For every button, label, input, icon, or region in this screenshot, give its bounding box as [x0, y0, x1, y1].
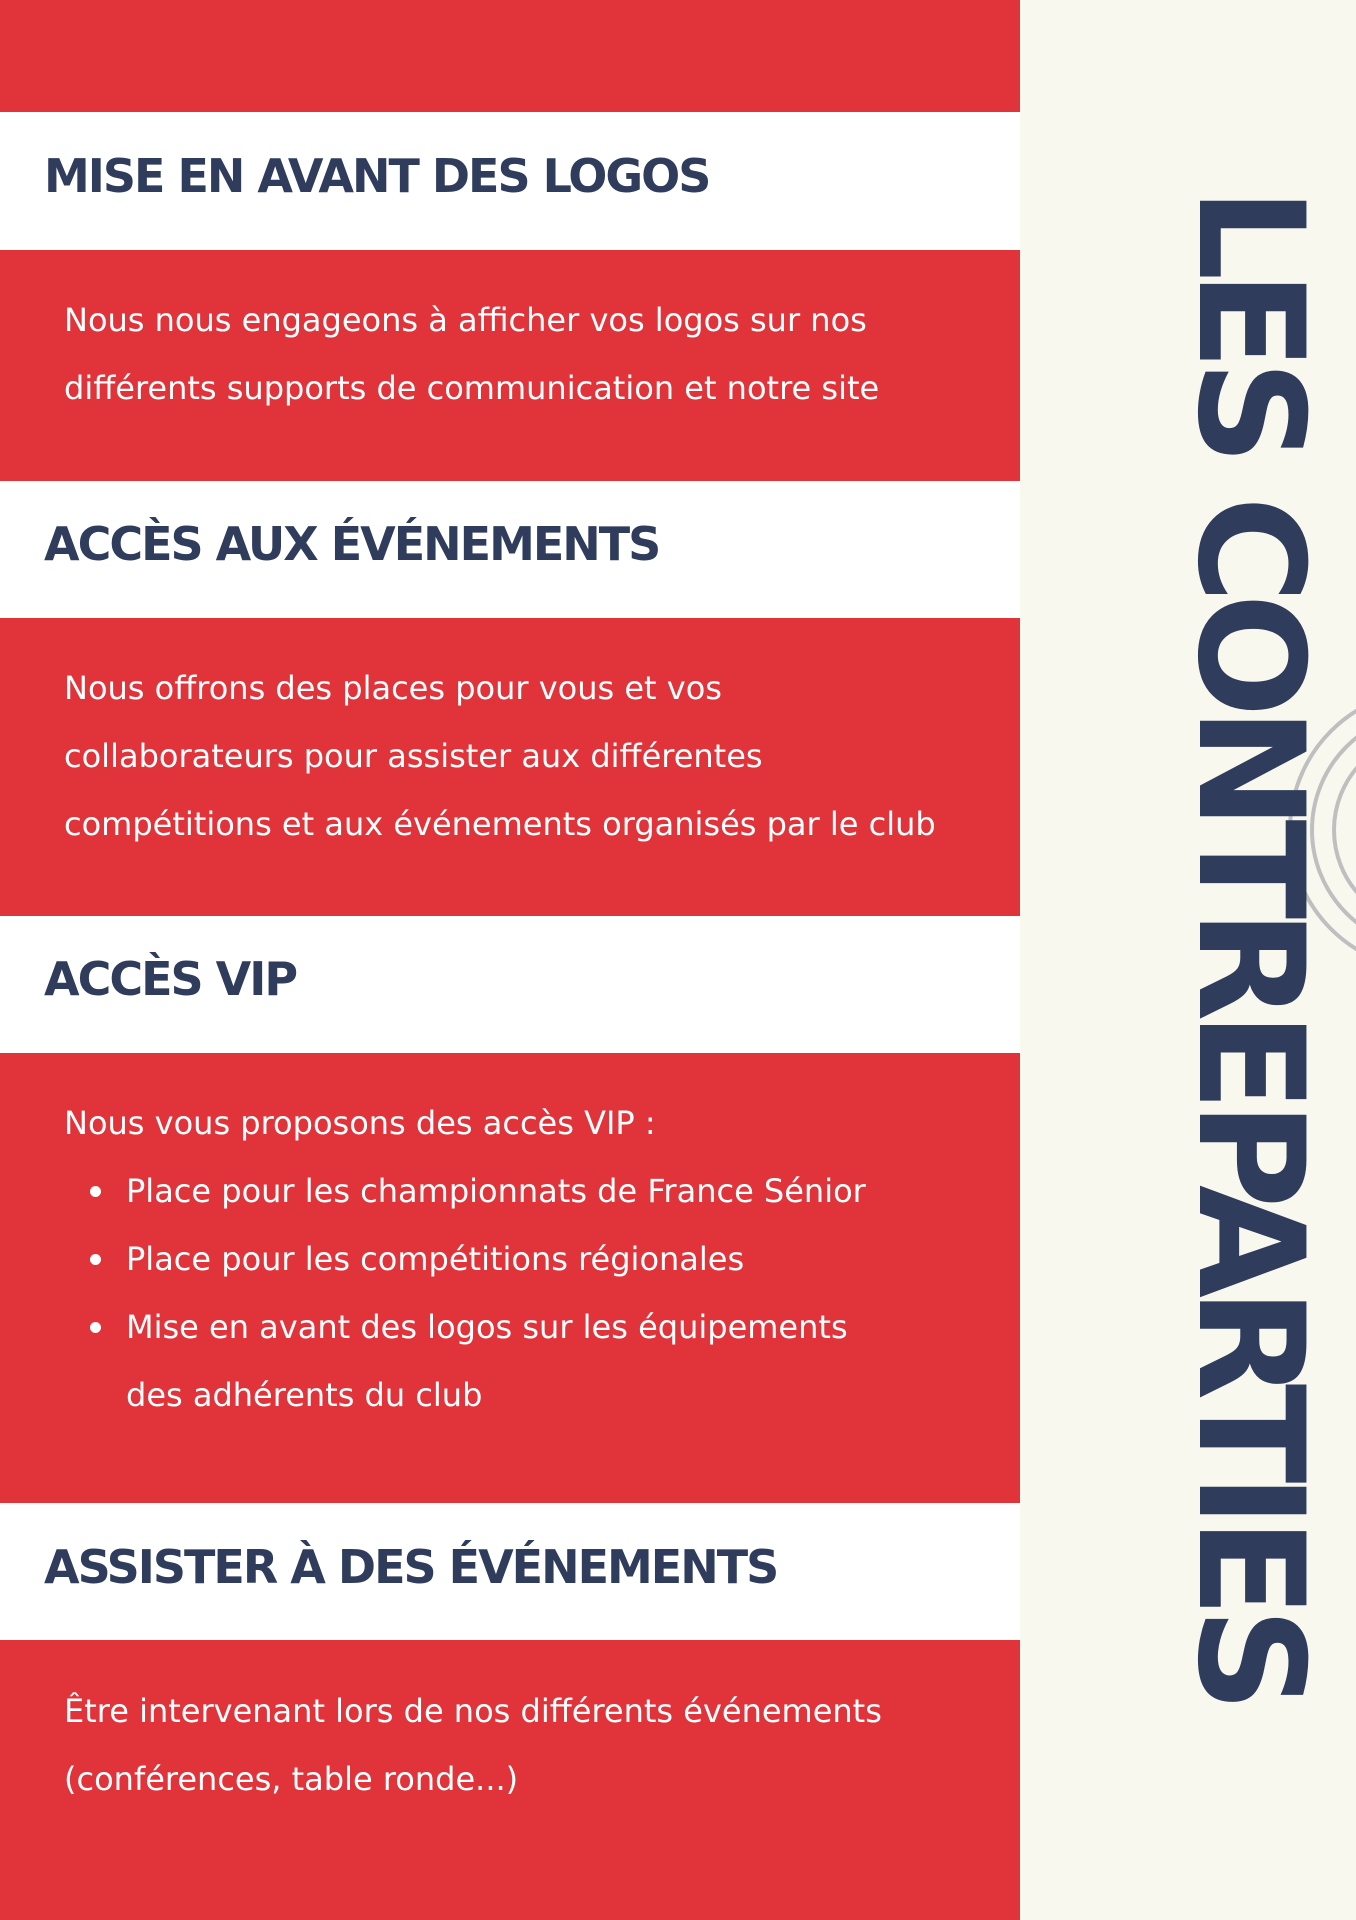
section-4-heading: ASSISTER À DES ÉVÉNEMENTS — [44, 1540, 778, 1594]
section-2-heading: ACCÈS AUX ÉVÉNEMENTS — [44, 517, 660, 571]
section-4-line-2: (conférences, table ronde...) — [64, 1760, 519, 1798]
section-3-intro: Nous vous proposons des accès VIP : — [64, 1104, 656, 1142]
bullet-dot-icon — [90, 1322, 101, 1333]
vip-bullet-item — [64, 1157, 984, 1225]
vip-bullet-text: Mise en avant des logos sur les équipements des adhérents du club — [126, 1308, 848, 1414]
section-2-line-3: compétitions et aux événements organisés par le club — [64, 805, 936, 843]
vip-bullet-item — [64, 1293, 984, 1429]
vip-bullet-list — [64, 1157, 984, 1429]
section-1-body — [64, 286, 984, 422]
bullet-dot-icon — [90, 1186, 101, 1197]
section-2-body — [64, 654, 984, 858]
section-1-line-2: différents supports de communication et notre site — [64, 369, 880, 407]
section-2-line-1: Nous offrons des places pour vous et vos — [64, 669, 722, 707]
vip-bullet-text: Place pour les championnats de France Sénior — [126, 1172, 866, 1210]
section-1-heading: MISE EN AVANT DES LOGOS — [44, 149, 710, 203]
section-4-line-1: Être intervenant lors de nos différents événements — [64, 1692, 882, 1730]
section-1-line-1: Nous nous engageons à afficher vos logos sur nos — [64, 301, 867, 339]
section-2-line-2: collaborateurs pour assister aux différentes — [64, 737, 763, 775]
section-3-heading: ACCÈS VIP — [44, 952, 297, 1006]
section-4-body — [64, 1677, 984, 1813]
vip-bullet-item — [64, 1225, 984, 1293]
side-title: LES CONTREPARTIES — [1165, 187, 1335, 1703]
vip-bullet-text: Place pour les compétitions régionales — [126, 1240, 745, 1278]
section-3-body — [64, 1089, 984, 1429]
bullet-dot-icon — [90, 1254, 101, 1265]
